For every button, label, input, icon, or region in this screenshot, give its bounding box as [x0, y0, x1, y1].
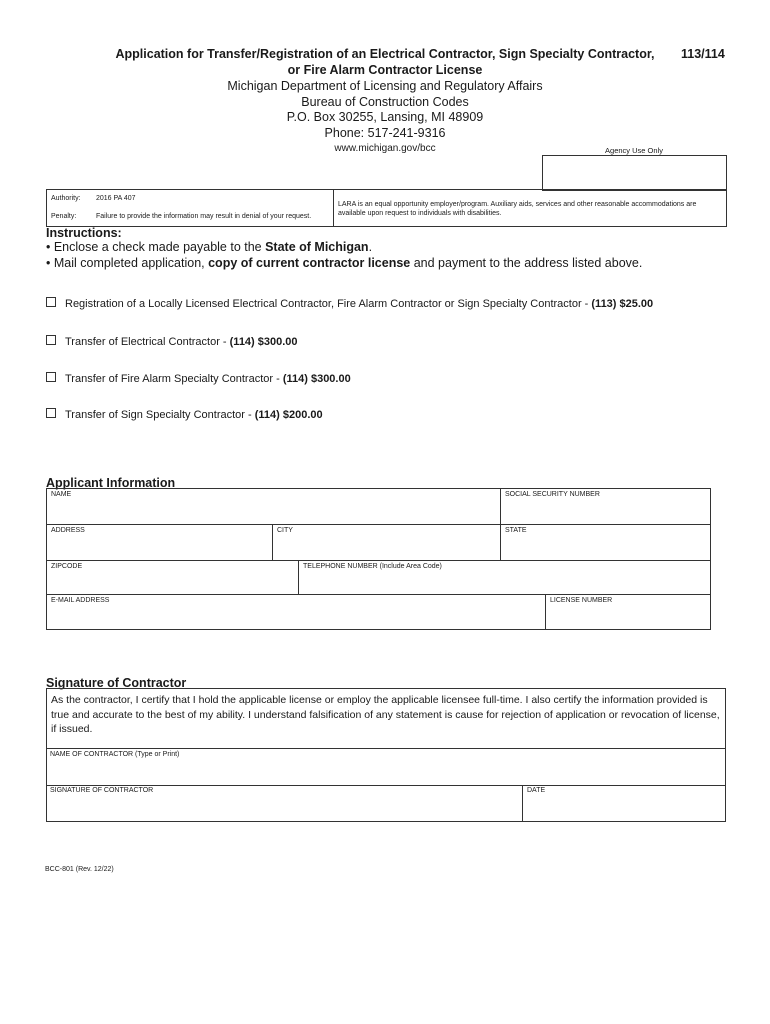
option-transfer-sign: Transfer of Sign Specialty Contractor - (114) $200.00: [46, 408, 323, 421]
form-codes: 113/114: [681, 47, 725, 61]
address-label: ADDRESS: [51, 527, 85, 534]
contractor-signature-label: SIGNATURE OF CONTRACTOR: [50, 787, 154, 794]
signature-section-title: Signature of Contractor: [46, 676, 187, 690]
option-transfer-electrical: Transfer of Electrical Contractor - (114) $300.00: [46, 335, 298, 348]
contractor-name-field[interactable]: [46, 748, 726, 786]
agency-use-label: Agency Use Only: [605, 146, 663, 155]
instructions-title: Instructions:: [46, 226, 122, 240]
form-title-line2: or Fire Alarm Contractor License: [287, 63, 483, 77]
zipcode-field[interactable]: [46, 560, 299, 595]
option-transfer-fire-alarm: Transfer of Fire Alarm Specialty Contractor - (114) $300.00: [46, 372, 351, 385]
penalty-label: Penalty:: [51, 213, 77, 220]
applicant-grid: [46, 488, 711, 630]
zipcode-label: ZIPCODE: [51, 563, 83, 570]
date-label: DATE: [527, 787, 546, 794]
option-registration: Registration of a Locally Licensed Electrical Contractor, Fire Alarm Contractor or Sign Specialty Contractor - (113) $25.00: [46, 297, 653, 310]
phone-number: Phone: 517-241-9316: [324, 126, 446, 140]
transfer-fire-alarm-checkbox[interactable]: [46, 372, 56, 382]
bureau-name: Bureau of Construction Codes: [301, 95, 469, 109]
license-number-label: LICENSE NUMBER: [550, 597, 613, 604]
transfer-sign-checkbox[interactable]: [46, 408, 56, 418]
contractor-signature-field[interactable]: [46, 785, 523, 822]
city-field[interactable]: [272, 524, 501, 561]
address-field[interactable]: [46, 524, 273, 561]
name-field[interactable]: [46, 488, 501, 525]
instruction-item-2: • Mail completed application, copy of current contractor license and payment to the address listed above.: [46, 256, 643, 270]
department-name: Michigan Department of Licensing and Regulatory Affairs: [227, 79, 543, 93]
email-label: E-MAIL ADDRESS: [51, 597, 110, 604]
instruction-item-1: • Enclose a check made payable to the State of Michigan.: [46, 240, 373, 254]
state-field[interactable]: [500, 524, 711, 561]
transfer-electrical-checkbox[interactable]: [46, 335, 56, 345]
ssn-field[interactable]: [500, 488, 711, 525]
city-label: CITY: [277, 527, 293, 534]
mailing-address: P.O. Box 30255, Lansing, MI 48909: [286, 110, 484, 124]
lara-statement: LARA is an equal opportunity employer/program. Auxiliary aids, services and other reasonable accommodations are available upon request to individuals with disabilities.: [338, 201, 697, 217]
telephone-label: TELEPHONE NUMBER (Include Area Code): [303, 563, 442, 570]
certification-statement: As the contractor, I certify that I hold the applicable license or employ the applicable licensee full-time. I also certify the information provided is true and accurate to the best of my ability. I understand falsification of any statement is cause for rejection of application or revocation of license, if issued.: [51, 694, 720, 735]
applicant-section-title: Applicant Information: [46, 476, 176, 490]
contractor-name-label: NAME OF CONTRACTOR (Type or Print): [50, 751, 180, 758]
name-label: NAME: [51, 491, 72, 498]
website-url: www.michigan.gov/bcc: [334, 143, 436, 154]
authority-label: Authority:: [51, 195, 81, 202]
authority-value: 2016 PA 407: [96, 195, 136, 202]
state-label: STATE: [505, 527, 527, 534]
penalty-value: Failure to provide the information may result in denial of your request.: [96, 213, 312, 220]
form-id: BCC-801 (Rev. 12/22): [45, 866, 114, 873]
form-title-line1: Application for Transfer/Registration of an Electrical Contractor, Sign Specialty Contractor,: [115, 47, 655, 61]
date-field[interactable]: [523, 785, 725, 822]
license-number-field[interactable]: [545, 594, 711, 630]
email-field[interactable]: [46, 594, 546, 630]
registration-checkbox[interactable]: [46, 297, 56, 307]
authority-divider: [333, 189, 334, 226]
agency-use-box: [542, 155, 727, 191]
ssn-label: SOCIAL SECURITY NUMBER: [505, 491, 600, 498]
telephone-field[interactable]: [298, 560, 711, 595]
